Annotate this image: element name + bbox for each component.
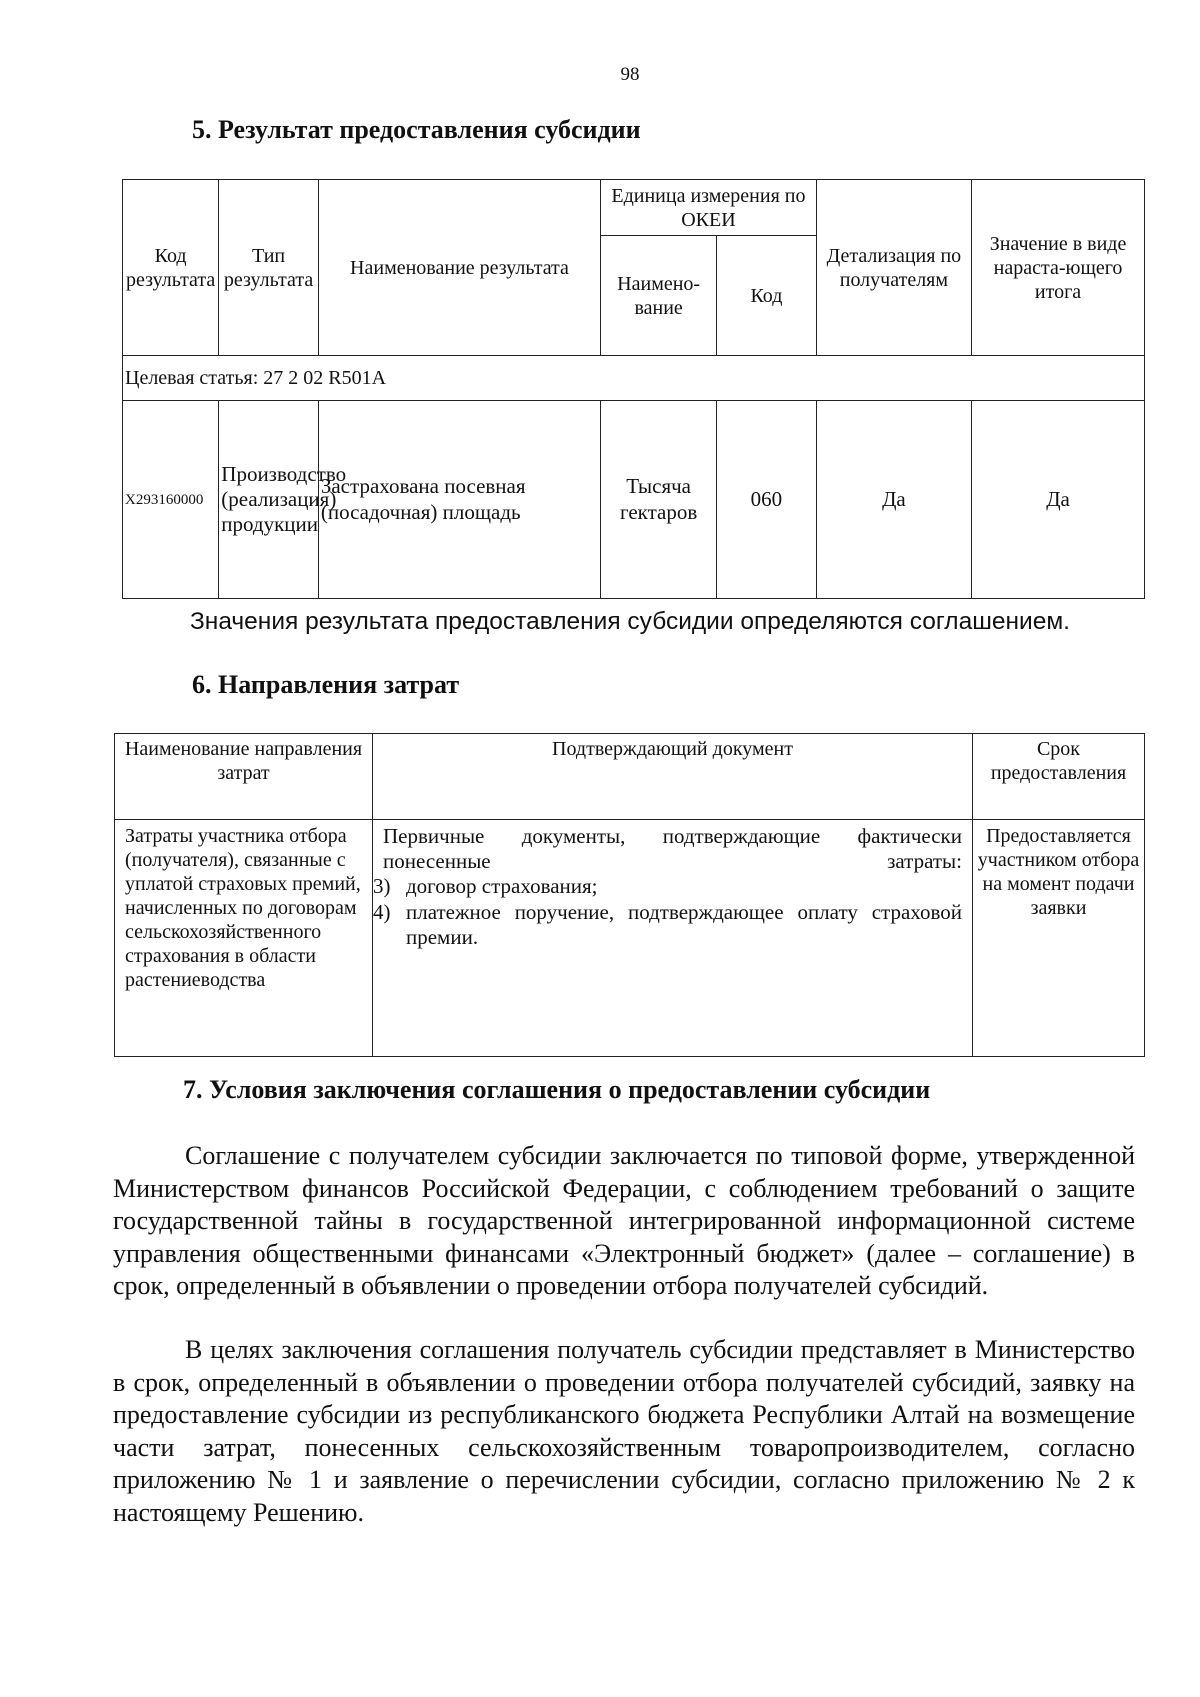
document-cell	[373, 820, 973, 1057]
term-value: Предоставляется участником отбора на момент подачи заявки	[973, 820, 1145, 1057]
header-expense-name: Наименование направления затрат	[115, 734, 373, 820]
header-name: Наименование результата	[318, 180, 600, 356]
unit-name: Тысяча гектаров	[601, 401, 717, 599]
header-unit-name: Наимено-вание	[601, 236, 717, 356]
document-item	[373, 874, 962, 899]
paragraph: Соглашение с получателем субсидии заключается по типовой форме, утвержденной Министерством финансов Российской Федерации, с соблюдением требований о защите государственной тайны в государственной интегрированной информационной системе управления общественными финансами «Электронный бюджет» (далее – соглашение) в срок, определенный в объявлении о проведении отбора получателей субсидий.	[113, 1141, 1135, 1300]
section-5-heading: 5. Результат предоставления субсидии	[192, 115, 641, 144]
result-code: X293160000	[123, 401, 219, 599]
header-term: Срок предоставления	[973, 734, 1145, 820]
header-cumulative: Значение в виде нараста-ющего итога	[972, 180, 1145, 356]
header-detail: Детализация по получателям	[816, 180, 971, 356]
expenses-table	[114, 733, 1145, 1057]
document-item	[373, 899, 962, 950]
result-table	[122, 179, 1145, 599]
target-article: Целевая статья: 27 2 02 R501A	[123, 356, 1145, 401]
header-document: Подтверждающий документ	[373, 734, 973, 820]
item-number: 4)	[373, 899, 391, 924]
result-note: Значения результата предоставления субсидии определяются соглашением.	[190, 608, 1070, 635]
expense-name: Затраты участника отбора (получателя), связанные с уплатой страховых премий, начисленных по договорам сельскохозяйственного страхования в области растениеводства	[115, 820, 373, 1057]
header-code: Код результата	[123, 180, 219, 356]
header-unit-group: Единица измерения по ОКЕИ	[601, 180, 817, 236]
page-number: 98	[620, 64, 640, 85]
item-number: 3)	[373, 874, 391, 899]
paragraph: В целях заключения соглашения получатель субсидии представляет в Министерство в срок, определенный в объявлении о проведении отбора получателей субсидий, заявку на предоставление субсидии из республиканского бюджета Республики Алтай на возмещение части затрат, понесенных сельскохозяйственным товаропроизводителем, согласно приложению № 1 и заявление о перечислении субсидии, согласно приложению № 2 к настоящему Решению.	[113, 1335, 1135, 1527]
result-type: Производство (реализация) продукции	[219, 401, 319, 599]
section-6-heading: 6. Направления затрат	[192, 670, 460, 699]
section-7-heading: 7. Условия заключения соглашения о предоставлении субсидии	[183, 1075, 931, 1104]
item-text: платежное поручение, подтверждающее оплату страховой премии.	[406, 899, 962, 949]
document-intro: Первичные документы, подтверждающие фактически понесенные затраты:	[383, 824, 962, 874]
cumulative-value: Да	[972, 401, 1145, 599]
header-unit-code: Код	[717, 236, 817, 356]
unit-code: 060	[717, 401, 817, 599]
item-text: договор страхования;	[406, 874, 598, 899]
result-name: Застрахована посевная (посадочная) площадь	[318, 401, 600, 599]
detail-value: Да	[816, 401, 971, 599]
header-type: Тип результата	[219, 180, 319, 356]
